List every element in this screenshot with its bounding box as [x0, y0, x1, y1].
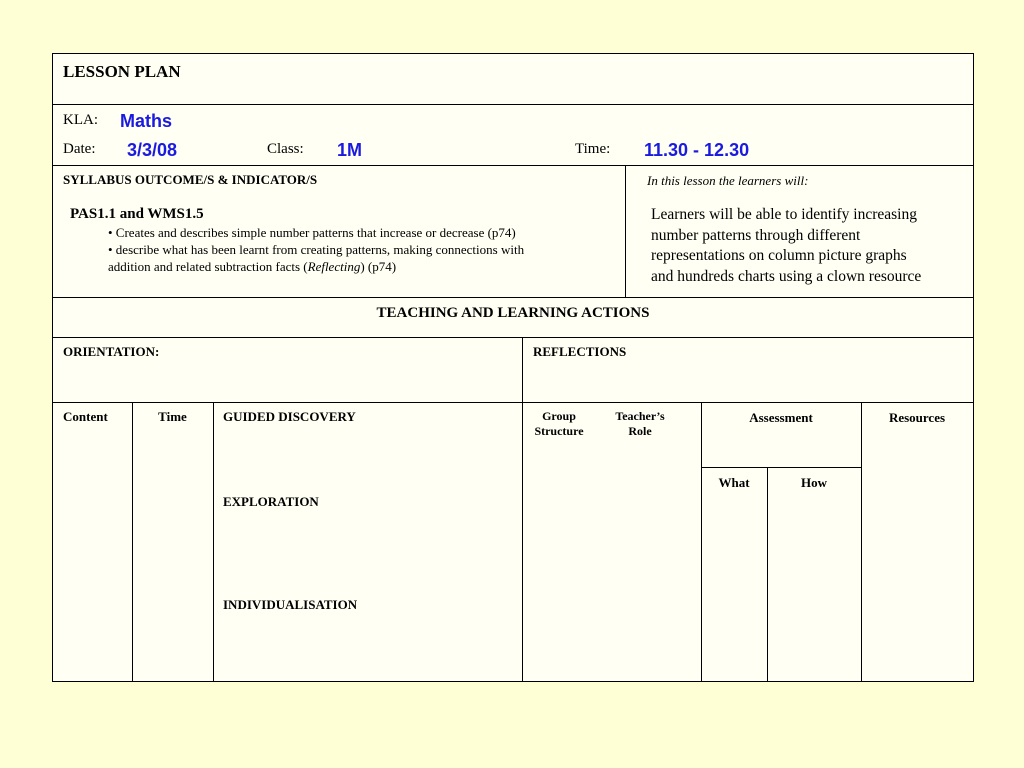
how-header: How: [801, 475, 827, 490]
learners-line-1: Learners will be able to identify increasing: [651, 206, 917, 223]
rule-col-content: [132, 402, 133, 681]
group-structure-header: [531, 409, 587, 439]
rule-orientation-divider: [522, 337, 523, 681]
what-header: What: [718, 475, 750, 490]
rule-after-details: [53, 165, 973, 166]
individualisation-label: INDIVIDUALISATION: [223, 597, 358, 612]
learners-heading: In this lesson the learners will:: [647, 173, 809, 188]
teaching-title: TEACHING AND LEARNING ACTIONS: [376, 305, 650, 321]
kla-label: KLA:: [63, 112, 98, 128]
syllabus-bullet-2-continued: [108, 258, 396, 276]
rule-assessment-split: [701, 467, 861, 468]
syllabus-heading: SYLLABUS OUTCOME/S & INDICATOR/S: [63, 172, 318, 187]
class-value: 1M: [337, 140, 363, 160]
time-label: Time:: [575, 141, 611, 157]
time-value: 11.30 - 12.30: [644, 140, 750, 160]
date-label: Date:: [63, 141, 96, 157]
teacher-header-line-1: Teacher’s: [615, 409, 665, 423]
bullet-2-text-pre: addition and related subtraction facts (: [108, 259, 308, 274]
exploration-label: EXPLORATION: [223, 494, 319, 509]
rule-col-group: [701, 402, 702, 681]
date-value: 3/3/08: [127, 140, 178, 160]
group-header-line-2: Structure: [534, 424, 584, 438]
kla-value: Maths: [120, 111, 173, 131]
learners-line-2: number patterns through different: [651, 227, 861, 244]
syllabus-bullet-2: • describe what has been learnt from creating patterns, making connections with: [108, 242, 525, 257]
class-label: Class:: [267, 141, 304, 157]
resources-header: Resources: [888, 410, 946, 425]
rule-after-orientation: [53, 402, 973, 403]
teacher-header-line-2: Role: [628, 424, 652, 438]
page-title: LESSON PLAN: [63, 62, 181, 81]
lesson-plan-sheet: [52, 53, 974, 682]
assessment-header: Assessment: [749, 410, 813, 425]
rule-after-teaching: [53, 337, 973, 338]
rule-col-what: [767, 467, 768, 681]
syllabus-bullet-1: • Creates and describes simple number patterns that increase or decrease (p74): [108, 225, 516, 240]
teachers-role-header: [603, 409, 677, 439]
learners-line-4: and hundreds charts using a clown resource: [651, 268, 922, 285]
reflections-label: REFLECTIONS: [533, 344, 627, 359]
syllabus-code: PAS1.1 and WMS1.5: [70, 206, 204, 222]
rule-col-time: [213, 402, 214, 681]
rule-after-title: [53, 104, 973, 105]
orientation-label: ORIENTATION:: [63, 344, 160, 359]
group-header-line-1: Group: [542, 409, 576, 423]
learners-line-3: representations on column picture graphs: [651, 247, 907, 264]
time-header: Time: [158, 409, 187, 424]
bullet-2-text-post: ) (p74): [360, 259, 397, 274]
guided-discovery-label: GUIDED DISCOVERY: [223, 409, 356, 424]
rule-syllabus-divider: [625, 165, 626, 297]
bullet-2-text-italic: Reflecting: [307, 259, 361, 274]
rule-after-syllabus: [53, 297, 973, 298]
rule-col-assessment: [861, 402, 862, 681]
content-header: Content: [63, 409, 108, 424]
